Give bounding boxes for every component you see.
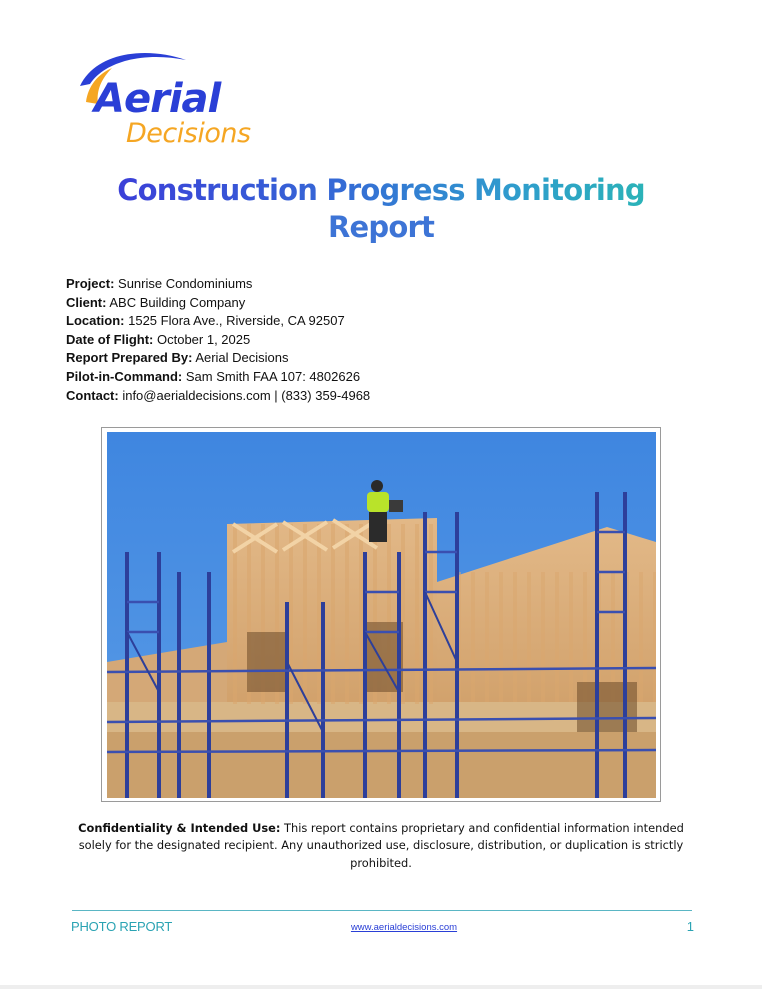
footer-divider	[72, 910, 692, 911]
detail-date-of-flight: Date of Flight: October 1, 2025	[66, 331, 251, 347]
aerial-decisions-logo	[76, 46, 266, 150]
footer-section-label: PHOTO REPORT	[71, 919, 173, 934]
detail-project: Project: Sunrise Condominiums	[66, 276, 253, 291]
report-title	[40, 172, 722, 246]
page-bottom-edge	[0, 985, 762, 989]
report-title-line2: Report	[327, 210, 435, 244]
report-title-line1: Construction Progress Monitoring	[117, 173, 645, 207]
page-number: 1	[686, 919, 694, 934]
confidentiality-notice	[60, 820, 702, 872]
photo-frame	[101, 427, 661, 802]
project-details	[66, 275, 370, 405]
svg-text:Aerial: Aerial	[94, 76, 221, 122]
footer-website-link[interactable]: www.aerialdecisions.com	[350, 922, 458, 933]
detail-pilot: Pilot-in-Command: Sam Smith FAA 107: 4802626	[66, 368, 361, 384]
detail-location: Location: 1525 Flora Ave., Riverside, CA 92507	[66, 313, 345, 329]
confidentiality-label: Confidentiality & Intended Use:	[78, 821, 281, 835]
detail-prepared-by: Report Prepared By: Aerial Decisions	[66, 350, 289, 366]
svg-text:Decisions: Decisions	[126, 118, 251, 149]
construction-photo	[107, 432, 656, 798]
detail-client: Client: ABC Building Company	[66, 294, 246, 310]
confidentiality-text: This report contains proprietary and confidential information intended solely for the designated recipient. Any unauthorized use, disclosure, distribution, or duplication is strictly prohibited.	[78, 821, 684, 870]
detail-contact: Contact: info@aerialdecisions.com | (833) 359-4968	[66, 387, 371, 403]
